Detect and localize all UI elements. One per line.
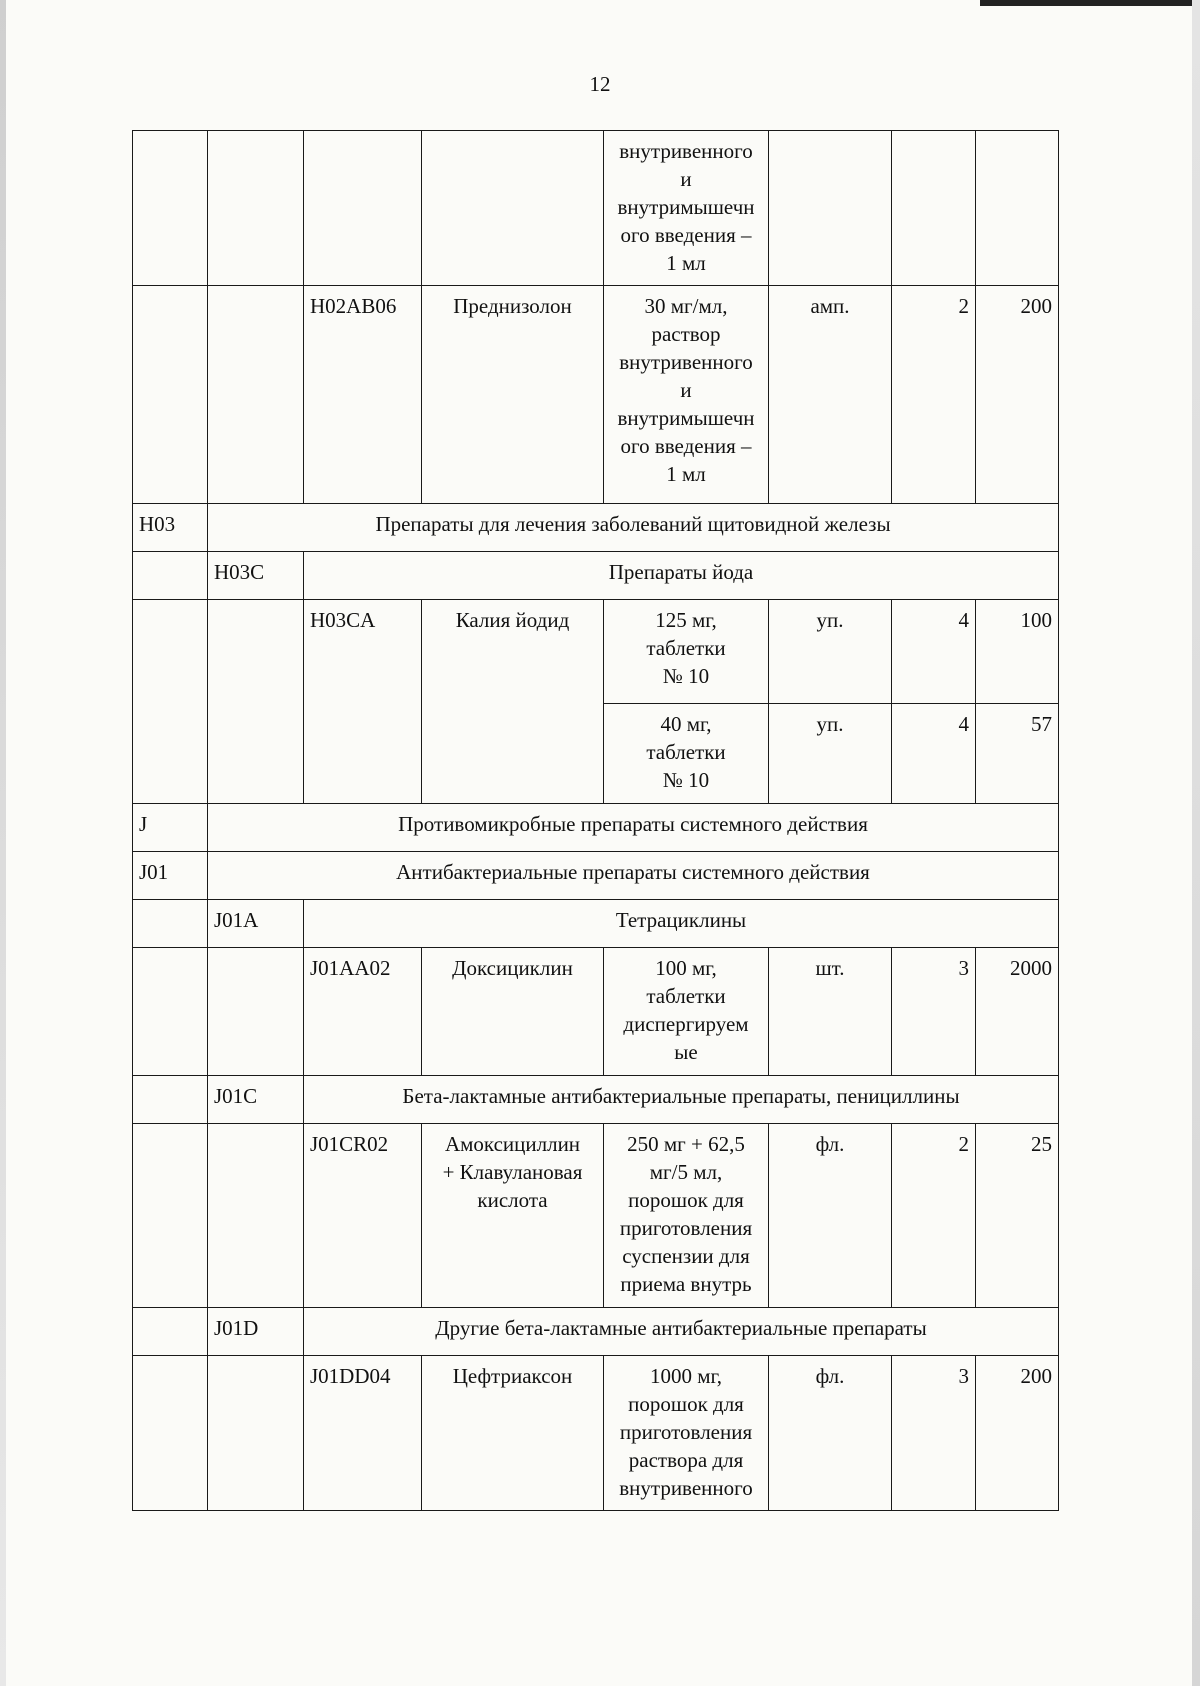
- atc-code: H02AB06: [304, 286, 422, 504]
- empty-cell: [133, 286, 208, 504]
- form-line: ые: [674, 1040, 698, 1064]
- amount-cell: 57: [976, 704, 1059, 804]
- amount-cell: 200: [976, 286, 1059, 504]
- table-row: [133, 131, 1059, 286]
- subgroup-code: J01C: [208, 1076, 304, 1124]
- drug-name-line: кислота: [477, 1188, 548, 1212]
- form-line: порошок для: [628, 1392, 744, 1416]
- atc-code: J01CR02: [304, 1124, 422, 1308]
- drug-name: [422, 1124, 604, 1308]
- subgroup-title: Тетрациклины: [304, 900, 1059, 948]
- scan-edge-left: [0, 0, 6, 1686]
- unit-cell: уп.: [769, 600, 892, 704]
- unit-cell: фл.: [769, 1356, 892, 1511]
- qty-cell: 3: [892, 948, 976, 1076]
- table-row: [133, 286, 1059, 504]
- drug-name-line: Амоксициллин: [444, 1132, 581, 1156]
- subgroup-title: Бета-лактамные антибактериальные препараты, пенициллины: [304, 1076, 1059, 1124]
- amount-cell: 2000: [976, 948, 1059, 1076]
- form-line: мг/5 мл,: [649, 1160, 723, 1184]
- form-line: диспергируем: [623, 1012, 749, 1036]
- form-line: приготовления: [619, 1420, 753, 1444]
- form-line: внутримышечн: [617, 406, 755, 430]
- form-line: суспензии для: [622, 1244, 750, 1268]
- form-line: внутривенного: [619, 1476, 753, 1500]
- empty-cell: [133, 131, 208, 286]
- form-line: 1 мл: [666, 251, 706, 275]
- form-line: ого введения –: [620, 223, 752, 247]
- group-code: J: [133, 804, 208, 852]
- amount-cell: 200: [976, 1356, 1059, 1511]
- amount-cell: 100: [976, 600, 1059, 704]
- drug-name: Доксициклин: [422, 948, 604, 1076]
- form-line: № 10: [662, 664, 710, 688]
- subgroup-heading-row: [133, 900, 1059, 948]
- form-line: внутримышечн: [617, 195, 755, 219]
- form-line: и: [680, 378, 692, 402]
- form-line: 100 мг,: [655, 956, 717, 980]
- form-cell: [604, 131, 769, 286]
- empty-cell: [133, 900, 208, 948]
- group-heading-row: [133, 504, 1059, 552]
- empty-cell: [208, 600, 304, 804]
- qty-cell: 4: [892, 704, 976, 804]
- form-cell: [604, 1124, 769, 1308]
- form-line: внутривенного: [619, 350, 753, 374]
- empty-cell: [208, 948, 304, 1076]
- table-row: [133, 1356, 1059, 1511]
- subgroup-heading-row: [133, 552, 1059, 600]
- empty-cell: [208, 131, 304, 286]
- qty-cell: 2: [892, 1124, 976, 1308]
- table-row: [133, 1124, 1059, 1308]
- empty-cell: [133, 1124, 208, 1308]
- qty-cell: 4: [892, 600, 976, 704]
- table-row: [133, 948, 1059, 1076]
- group-title: Препараты для лечения заболеваний щитовидной железы: [208, 504, 1059, 552]
- unit-cell: фл.: [769, 1124, 892, 1308]
- empty-cell: [892, 131, 976, 286]
- subgroup-title: Другие бета-лактамные антибактериальные препараты: [304, 1308, 1059, 1356]
- form-line: таблетки: [646, 984, 726, 1008]
- unit-cell: шт.: [769, 948, 892, 1076]
- empty-cell: [133, 1308, 208, 1356]
- drug-name-line: + Клавулановая: [442, 1160, 583, 1184]
- form-cell: [604, 948, 769, 1076]
- qty-cell: 2: [892, 286, 976, 504]
- scan-edge-top: [980, 0, 1200, 6]
- scan-edge-right: [1192, 0, 1200, 1686]
- atc-code: J01AA02: [304, 948, 422, 1076]
- empty-cell: [208, 1124, 304, 1308]
- subgroup-code: H03C: [208, 552, 304, 600]
- drug-name: Калия йодид: [422, 600, 604, 804]
- group-heading-row: [133, 804, 1059, 852]
- form-line: раствора для: [628, 1448, 744, 1472]
- form-line: ого введения –: [620, 434, 752, 458]
- form-cell: [604, 704, 769, 804]
- form-line: 250 мг + 62,5: [627, 1132, 745, 1156]
- form-line: внутривенного: [619, 139, 753, 163]
- form-line: таблетки: [646, 740, 726, 764]
- qty-cell: 3: [892, 1356, 976, 1511]
- group-title: Антибактериальные препараты системного действия: [208, 852, 1059, 900]
- form-line: приготовления: [619, 1216, 753, 1240]
- empty-cell: [208, 286, 304, 504]
- group-heading-row: [133, 852, 1059, 900]
- page-number: 12: [589, 72, 611, 96]
- form-line: 40 мг,: [660, 712, 712, 736]
- empty-cell: [422, 131, 604, 286]
- form-cell: [604, 1356, 769, 1511]
- group-code: H03: [133, 504, 208, 552]
- table-row: [133, 600, 1059, 704]
- subgroup-heading-row: [133, 1308, 1059, 1356]
- form-line: 1000 мг,: [649, 1364, 723, 1388]
- subgroup-code: J01D: [208, 1308, 304, 1356]
- group-title: Противомикробные препараты системного действия: [208, 804, 1059, 852]
- form-line: 1 мл: [666, 462, 706, 486]
- atc-code: H03CA: [304, 600, 422, 804]
- amount-cell: 25: [976, 1124, 1059, 1308]
- form-cell: [604, 600, 769, 704]
- atc-code: J01DD04: [304, 1356, 422, 1511]
- form-line: № 10: [662, 768, 710, 792]
- subgroup-heading-row: [133, 1076, 1059, 1124]
- unit-cell: уп.: [769, 704, 892, 804]
- empty-cell: [133, 1356, 208, 1511]
- empty-cell: [133, 552, 208, 600]
- subgroup-title: Препараты йода: [304, 552, 1059, 600]
- form-line: раствор: [651, 322, 721, 346]
- form-line: и: [680, 167, 692, 191]
- unit-cell: амп.: [769, 286, 892, 504]
- empty-cell: [304, 131, 422, 286]
- drug-name: Преднизолон: [422, 286, 604, 504]
- form-line: таблетки: [646, 636, 726, 660]
- drug-table: [132, 130, 1059, 1511]
- form-line: порошок для: [628, 1188, 744, 1212]
- form-line: приема внутрь: [620, 1272, 752, 1296]
- empty-cell: [133, 600, 208, 804]
- empty-cell: [208, 1356, 304, 1511]
- form-line: 30 мг/мл,: [644, 294, 728, 318]
- form-cell: [604, 286, 769, 504]
- form-line: 125 мг,: [655, 608, 717, 632]
- empty-cell: [976, 131, 1059, 286]
- empty-cell: [133, 948, 208, 1076]
- subgroup-code: J01A: [208, 900, 304, 948]
- drug-name: Цефтриаксон: [422, 1356, 604, 1511]
- group-code: J01: [133, 852, 208, 900]
- empty-cell: [133, 1076, 208, 1124]
- empty-cell: [769, 131, 892, 286]
